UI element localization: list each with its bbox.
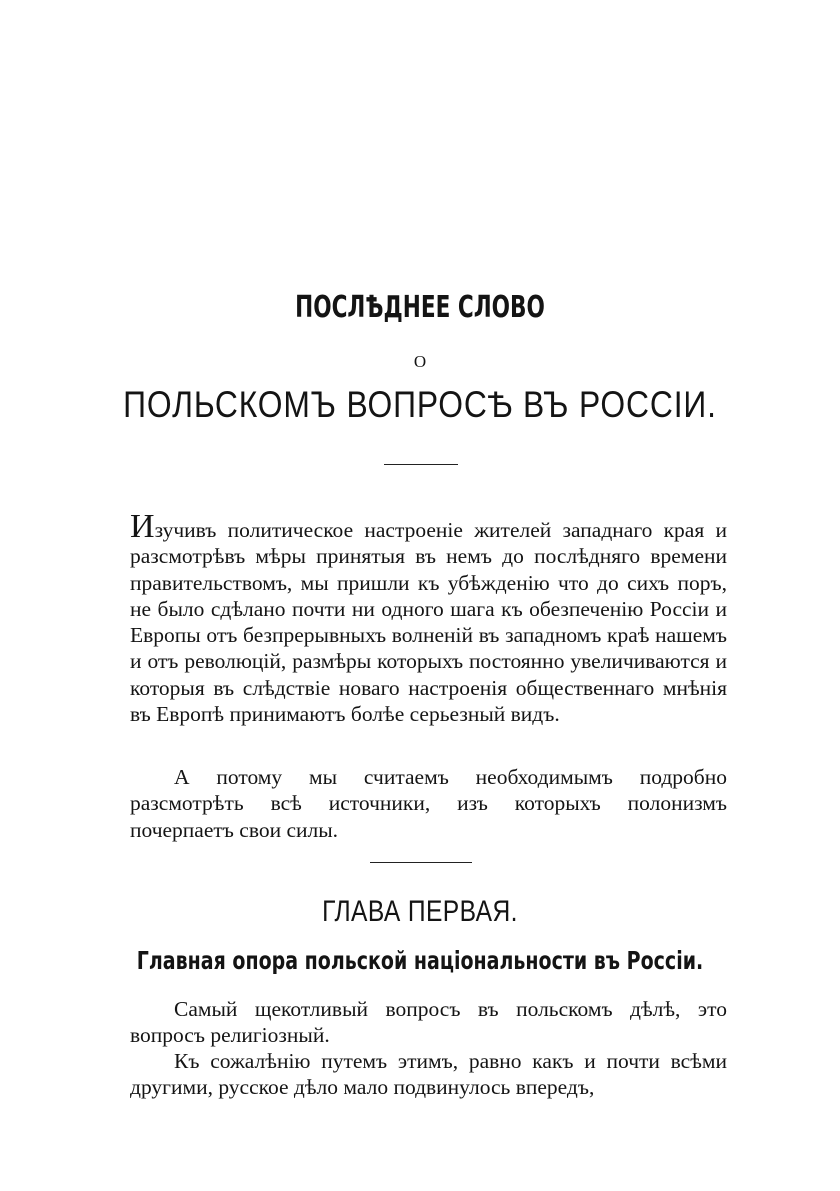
chapter-paragraph-1: Самый щекотливый вопросъ въ польскомъ дѣлѣ, это вопросъ религіозный.	[130, 997, 727, 1048]
title-main: ПОСЛѢДНЕЕ СЛОВО	[295, 290, 545, 325]
divider-rule	[370, 862, 472, 863]
intro-paragraph-1-text: зучивъ политическое настроеніе жителей западнаго края и разсмотрѣвъ мѣры принятыя въ немъ до послѣдняго времени правительствомъ, мы пришли къ убѣжденію что до сихъ поръ, не было сдѣлано почти ни одного шага къ обезпеченію Россіи и Европы отъ безпрерывныхъ волненій въ западномъ краѣ нашемъ и отъ революцій, размѣры которыхъ постоянно увеличиваются и которыя въ слѣдствіе новаго настроенія общественнаго мнѣнія въ Европѣ принимаютъ болѣе серьезный видъ.	[130, 518, 727, 727]
chapter-paragraph-2: Къ сожалѣнію путемъ этимъ, равно какъ и почти всѣми другими, русское дѣло мало подвинулось впередъ,	[130, 1049, 727, 1100]
chapter-heading: ГЛАВА ПЕРВАЯ.	[322, 895, 518, 928]
title-subtitle: ПОЛЬСКОМЪ ВОПРОСѢ ВЪ РОССІИ.	[123, 384, 717, 425]
drop-cap: И	[130, 508, 155, 545]
divider-rule	[384, 464, 458, 465]
intro-paragraph-2: А потому мы считаемъ необходимымъ подробно разсмотрѣть всѣ источники, изъ которыхъ полонизмъ почерпаетъ свои силы.	[130, 765, 727, 842]
chapter-subheading: Главная опора польской національности въ Россіи.	[136, 946, 704, 975]
title-connector: О	[413, 352, 427, 371]
intro-paragraph-1	[130, 508, 727, 727]
